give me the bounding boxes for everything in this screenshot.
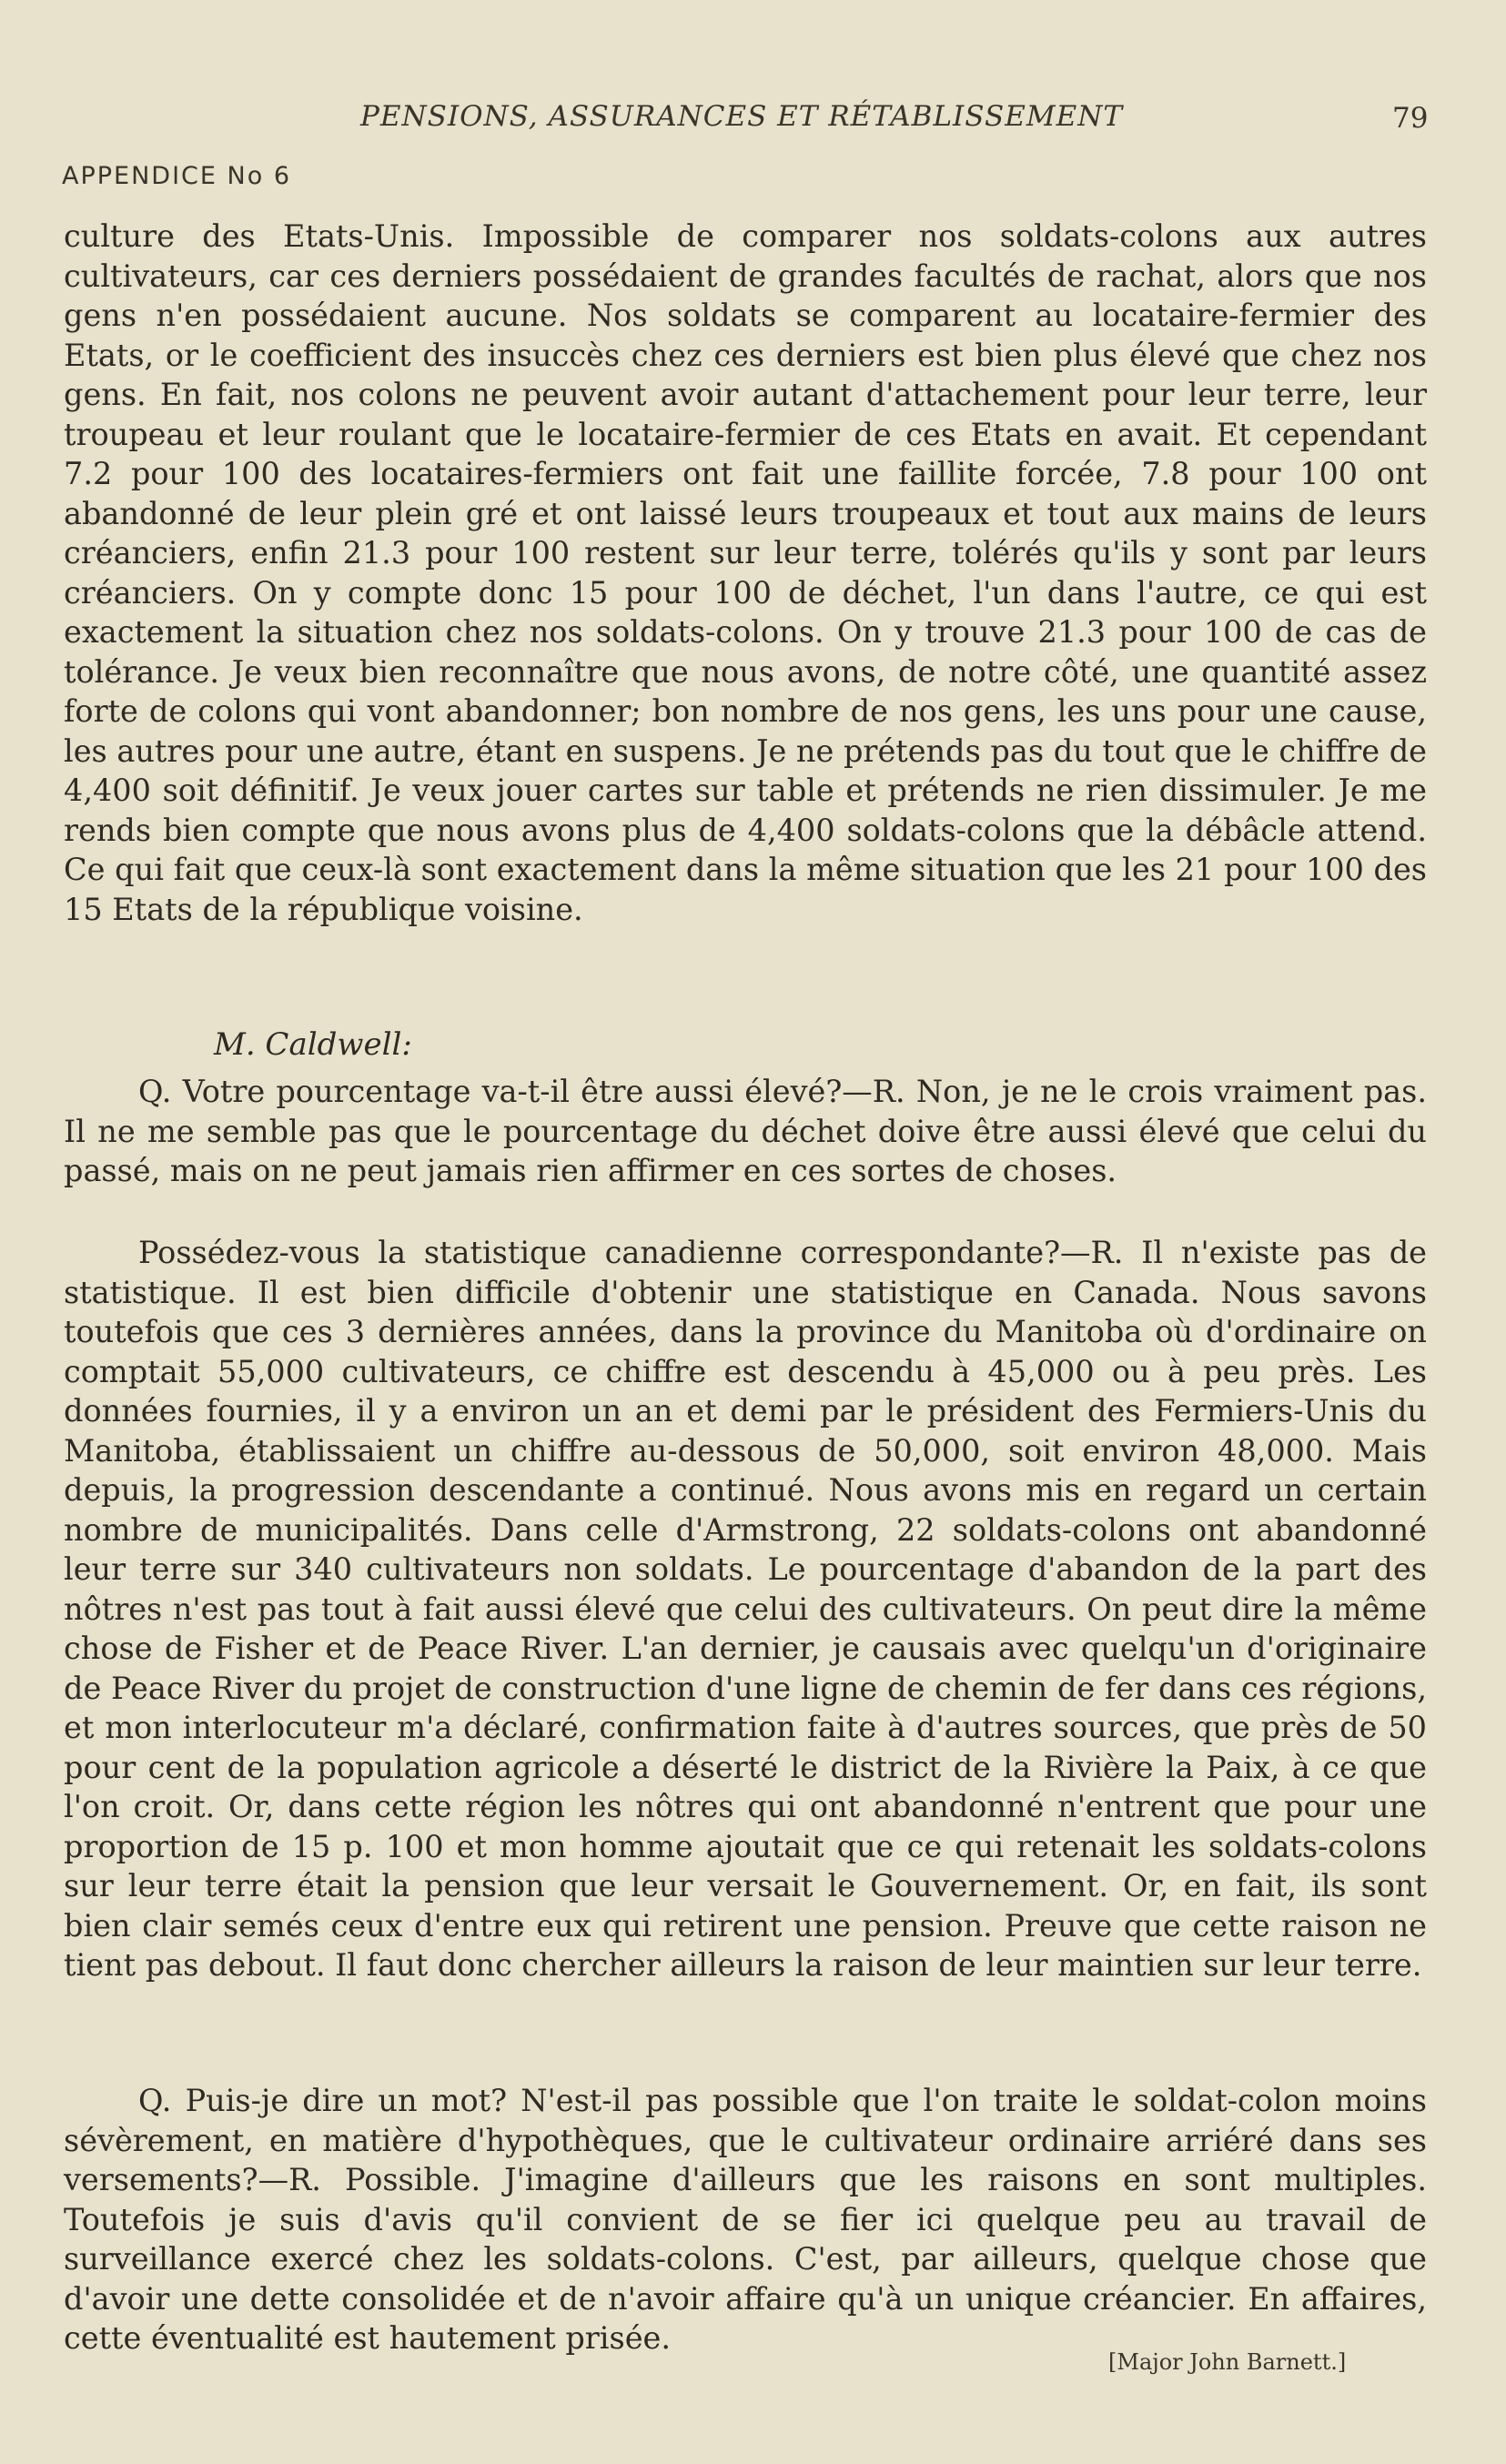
body-paragraph-4 xyxy=(64,2081,1427,2358)
speaker-label: M. Caldwell: xyxy=(214,1026,412,1063)
paragraph-text: Possédez-vous la statistique canadienne correspondante?—R. Il n'existe pas de statistique. Il est bien difficile d'obtenir une statistique en Canada. Nous savons toutefois que ces 3 dernières années, dans la province du Manitoba où d'ordinaire on comptait 55,000 cultivateurs, ce chiffre est descendu à 45,000 ou à peu près. Les données fournies, il y a environ un an et demi par le président des Fermiers-Unis du Manitoba, établissaient un chiffre au-dessous de 50,000, soit environ 48,000. Mais depuis, la progression descendante a continué. Nous avons mis en regard un certain nombre de municipalités. Dans celle d'Armstrong, 22 soldats-colons ont abandonné leur terre sur 340 cultivateurs non soldats. Le pourcentage d'abandon de la part des nôtres n'est pas tout à fait aussi élevé que celui des cultivateurs. On peut dire la même chose de Fisher et de Peace River. L'an dernier, je causais avec quelqu'un d'originaire de Peace River du projet de construction d'une ligne de chemin de fer dans ces régions, et mon interlocuteur m'a déclaré, confirmation faite à d'autres sources, que près de 50 pour cent de la population agricole a déserté le district de la Rivière la Paix, à ce que l'on croit. Or, dans cette région les nôtres qui ont abandonné n'entrent que pour une proportion de 15 p. 100 et mon homme ajoutait que ce qui retenait les soldats-colons sur leur terre était la pension que leur versait le Gouvernement. Or, en fait, ils sont bien clair semés ceux d'entre eux qui retirent une pension. Preuve que cette raison ne tient pas debout. Il faut donc chercher ailleurs la raison de leur maintien sur leur terre. xyxy=(64,1235,1427,1983)
appendix-label: APPENDICE No 6 xyxy=(62,162,292,190)
paragraph-text: Q. Puis-je dire un mot? N'est-il pas possible que l'on traite le soldat-colon moins sévèrement, en matière d'hypothèques, que le cultivateur ordinaire arriéré dans ses versements?—R. Possible. J'imagine d'ailleurs que les raisons en sont multiples. Toutefois je suis d'avis qu'il convient de se fier ici quelque peu au travail de surveillance exercé chez les soldats-colons. C'est, par ailleurs, quelque chose que d'avoir une dette consolidée et de n'avoir affaire qu'à un unique créancier. En affaires, cette éventualité est hautement prisée. xyxy=(64,2083,1427,2356)
paragraph-text: Q. Votre pourcentage va-t-il être aussi élevé?—R. Non, je ne le crois vraiment pas. Il ne me semble pas que le pourcentage du déchet doive être aussi élevé que celui du passé, mais on ne peut jamais rien affirmer en ces sortes de choses. xyxy=(64,1074,1427,1188)
body-paragraph-2 xyxy=(64,1072,1427,1191)
page-number: 79 xyxy=(1392,102,1429,135)
speaker-signature: [Major John Barnett.] xyxy=(1108,2349,1347,2375)
paragraph-text: culture des Etats-Unis. Impossible de comparer nos soldats-colons aux autres cultivateurs, car ces derniers possédaient de grandes facultés de rachat, alors que nos gens n'en possédaient aucune. Nos soldats se comparent au locataire-fermier des Etats, or le coefficient des insuccès chez ces derniers est bien plus élevé que chez nos gens. En fait, nos colons ne peuvent avoir autant d'attachement pour leur terre, leur troupeau et leur roulant que le locataire-fermier de ces Etats en avait. Et cependant 7.2 pour 100 des locataires-fermiers ont fait une faillite forcée, 7.8 pour 100 ont abandonné de leur plein gré et ont laissé leurs troupeaux et tout aux mains de leurs créanciers, enfin 21.3 pour 100 restent sur leur terre, tolérés qu'ils y sont par leurs créanciers. On y compte donc 15 pour 100 de déchet, l'un dans l'autre, ce qui est exactement la situation chez nos soldats-colons. On y trouve 21.3 pour 100 de cas de tolérance. Je veux bien reconnaître que nous avons, de notre côté, une quantité assez forte de colons qui vont abandonner; bon nombre de nos gens, les uns pour une cause, les autres pour une autre, étant en suspens. Je ne prétends pas du tout que le chiffre de 4,400 soit définitif. Je veux jouer cartes sur table et prétends ne rien dissimuler. Je me rends bien compte que nous avons plus de 4,400 soldats-colons que la débâcle attend. Ce qui fait que ceux-là sont exactement dans la même situation que les 21 pour 100 des 15 Etats de la république voisine. xyxy=(64,218,1427,927)
body-paragraph-1 xyxy=(64,217,1427,929)
body-paragraph-3 xyxy=(64,1233,1427,1985)
running-title: PENSIONS, ASSURANCES ET RÉTABLISSEMENT xyxy=(359,100,1124,133)
